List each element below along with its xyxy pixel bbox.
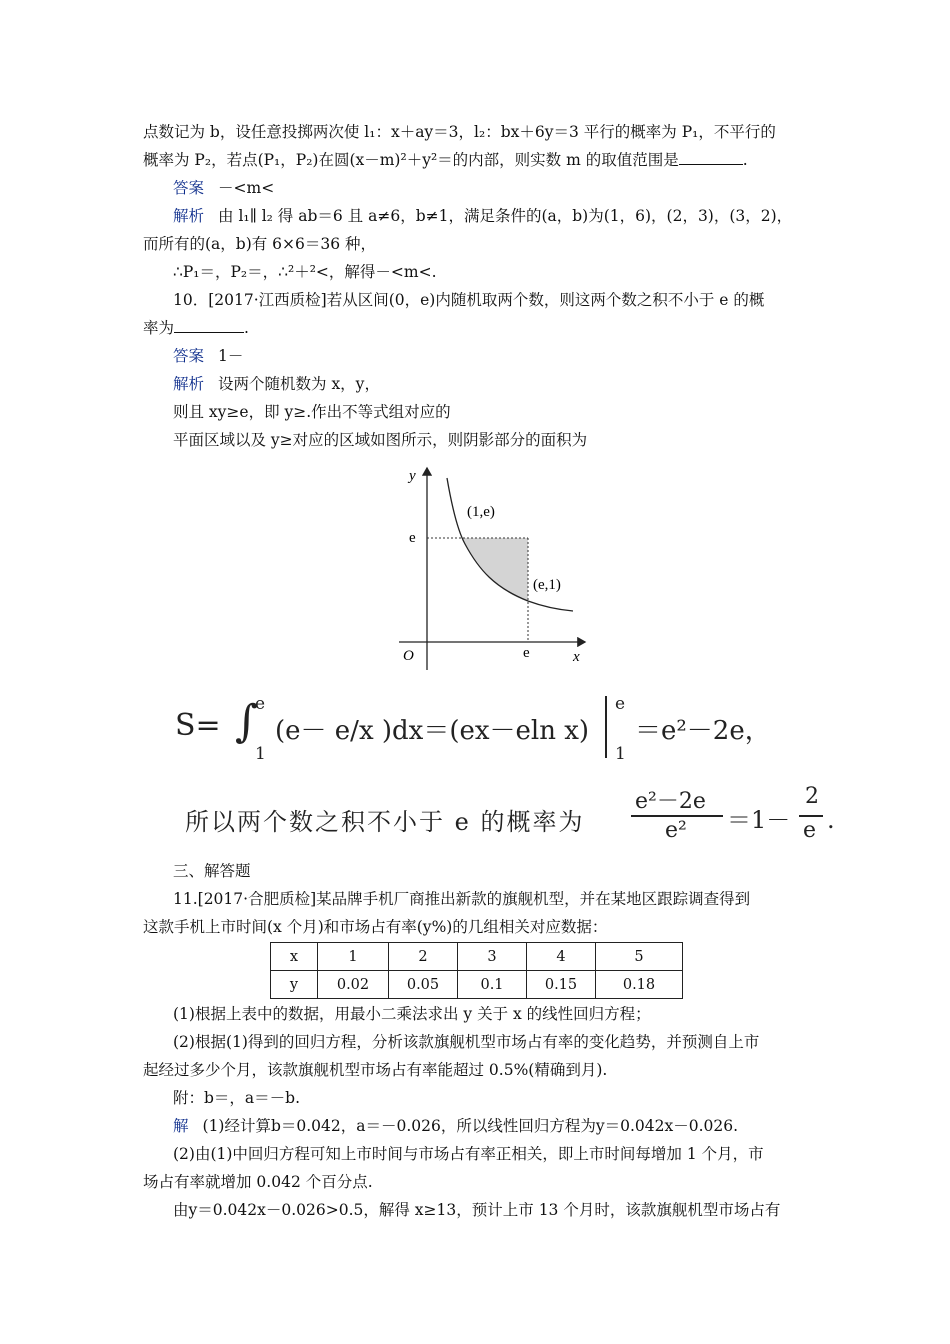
table-cell: 2	[389, 943, 458, 971]
q9-line1: 点数记为 b，设任意投掷两次使 l₁：x＋ay＝3，l₂：bx＋6y＝3 平行的概率为 P₁，不平行的	[143, 123, 776, 141]
table-cell: 5	[596, 943, 683, 971]
table-cell: 3	[458, 943, 527, 971]
q9-line2: 概率为 P₂，若点(P₁，P₂)在圆(x－m)²＋y²＝的内部，则实数 m 的取值范围是 .	[143, 151, 748, 169]
answer-label: 答案	[173, 179, 205, 197]
q10-analysis3: 平面区域以及 y≥对应的区域如图所示，则阴影部分的面积为	[173, 431, 588, 449]
table-cell: 0.15	[527, 971, 596, 999]
origin-label: O	[403, 648, 414, 664]
q9-answer: 答案 －<m<	[173, 179, 275, 197]
table-cell: x	[271, 943, 318, 971]
q11-part2b: 起经过多少个月，该款旗舰机型市场占有率能超过 0.5%(精确到月).	[143, 1061, 608, 1079]
y-e-label: e	[409, 530, 416, 546]
x-axis-label: x	[573, 649, 580, 665]
q9-analysis2: 而所有的(a，b)有 6×6＝36 种，	[143, 235, 377, 253]
table-cell: 0.02	[318, 971, 389, 999]
shaded-region	[462, 538, 528, 601]
q11-solution1: 解 (1)经计算b＝0.042，a＝－0.026，所以线性回归方程为y＝0.042x－0.026.	[173, 1117, 739, 1135]
q11-solution3: 由y＝0.042x－0.026>0.5，解得 x≥13，预计上市 13 个月时，该款旗舰机型市场占有	[173, 1201, 781, 1219]
table-cell: 0.05	[389, 971, 458, 999]
evaluation-bar	[605, 696, 607, 758]
solution-label: 解	[173, 1117, 189, 1135]
table-cell: 0.1	[458, 971, 527, 999]
answer-label: 答案	[173, 347, 205, 365]
q9-analysis1: 解析 由 l₁∥ l₂ 得 ab＝6 且 a≠6，b≠1，满足条件的(a，b)为(1，6)，(2，3)，(3，2)，	[173, 207, 793, 225]
analysis-label: 解析	[173, 375, 205, 393]
q10-analysis1: 解析 设两个随机数为 x，y，	[173, 375, 380, 393]
probability-formula: 所以两个数之积不小于 e 的概率为 e²－2e e² ＝1－ 2 e .	[185, 784, 835, 843]
table-row	[271, 971, 683, 999]
table-cell: 1	[318, 943, 389, 971]
table-row	[271, 943, 683, 971]
q10-line2: 率为 .	[143, 319, 249, 337]
x-e-label: e	[523, 645, 530, 661]
answer-blank	[174, 318, 244, 333]
fraction-bar	[631, 815, 723, 817]
section-heading: 三、解答题	[173, 862, 251, 880]
y-axis-label: y	[409, 468, 416, 484]
table-cell: 0.18	[596, 971, 683, 999]
data-table	[270, 942, 683, 999]
q10-line1: 10．[2017·江西质检]若从区间(0，e)内随机取两个数，则这两个数之积不小于 e 的概	[173, 291, 765, 309]
q11-part1: (1)根据上表中的数据，用最小二乘法求出 y 关于 x 的线性回归方程；	[173, 1005, 651, 1023]
q11-part2a: (2)根据(1)得到的回归方程，分析该款旗舰机型市场占有率的变化趋势，并预测自上市	[173, 1033, 760, 1051]
region-graph	[387, 458, 602, 688]
q11-line1: 11.[2017·合肥质检]某品牌手机厂商推出新款的旗舰机型，并在某地区跟踪调查得到	[173, 890, 751, 908]
fraction-bar-2	[799, 815, 823, 817]
q10-answer: 答案 1－	[173, 347, 244, 365]
q10-analysis2: 则且 xy≥e，即 y≥.作出不等式组对应的	[173, 403, 451, 421]
q9-analysis3: ∴P₁＝，P₂＝，∴²＋²<，解得－<m<.	[173, 263, 437, 281]
answer-blank	[679, 150, 743, 165]
q11-line2: 这款手机上市时间(x 个月)和市场占有率(y%)的几组相关对应数据：	[143, 918, 608, 936]
point-e-1-label: (e,1)	[533, 577, 561, 593]
q11-solution2b: 场占有率就增加 0.042 个百分点.	[143, 1173, 373, 1191]
area-formula: S= ∫ e 1 (e－ e/x )dx＝(ex－eln x) e 1 ＝e²－2e，	[175, 694, 771, 764]
q11-solution2a: (2)由(1)中回归方程可知上市时间与市场占有率正相关，即上市时间每增加 1 个月，市	[173, 1145, 764, 1163]
analysis-label: 解析	[173, 207, 205, 225]
point-1-e-label: (1,e)	[467, 504, 495, 520]
table-cell: y	[271, 971, 318, 999]
table-cell: 4	[527, 943, 596, 971]
q11-appendix: 附：b＝，a＝－b.	[173, 1089, 301, 1107]
